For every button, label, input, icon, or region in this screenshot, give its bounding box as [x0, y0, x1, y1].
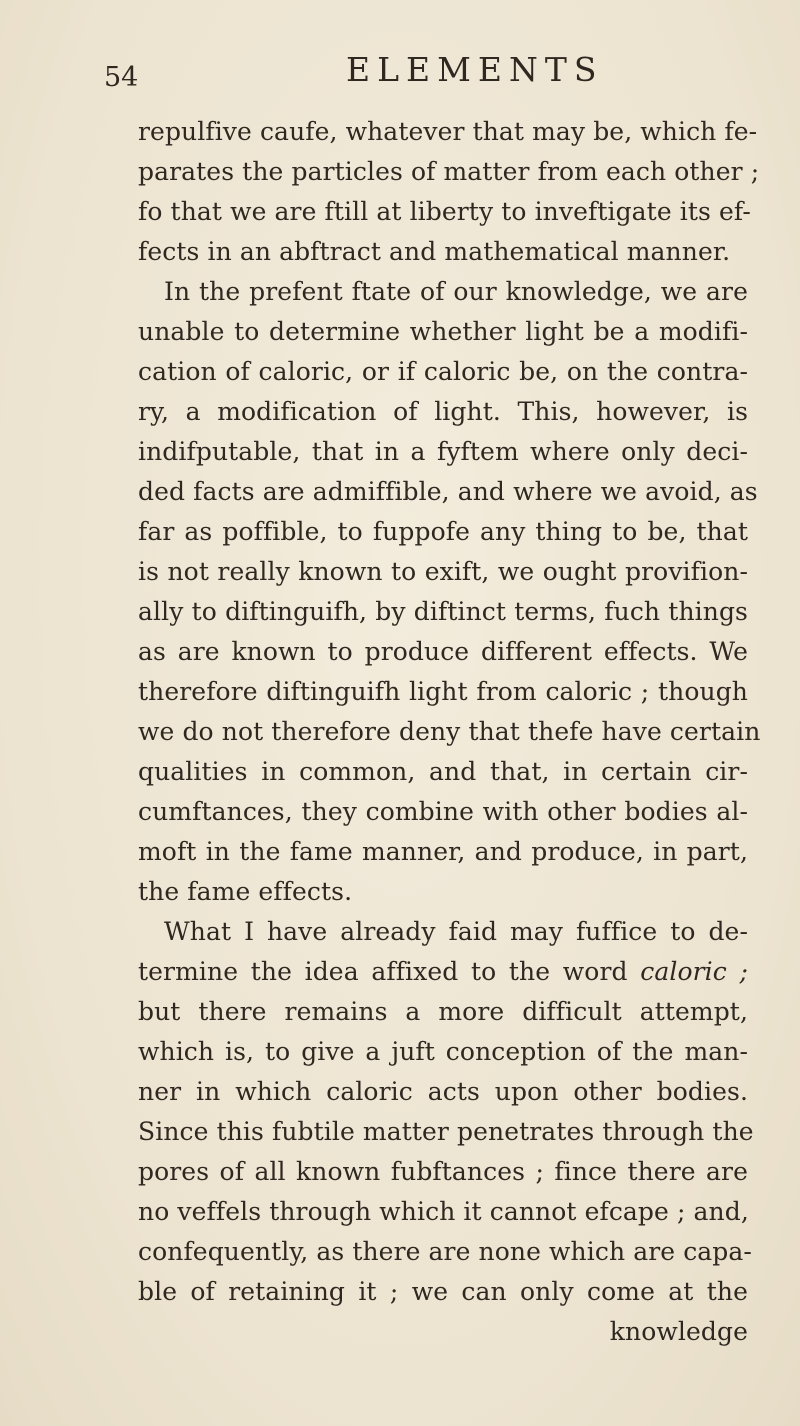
- text-line: ded facts are admiffible, and where we avoid, as: [138, 477, 758, 506]
- text-line: which is, to give a juft conception of the man-: [138, 1037, 748, 1066]
- text-line: cation of caloric, or if caloric be, on the contra-: [138, 357, 748, 386]
- text-line: therefore diftinguifh light from caloric ; though: [138, 677, 748, 706]
- italic-term: caloric ;: [640, 957, 749, 986]
- text-line: parates the particles of matter from each other ;: [138, 157, 760, 186]
- running-head: ELEMENTS: [346, 50, 604, 89]
- paragraph-start-line: What I have already faid may fuffice to de-: [164, 917, 748, 946]
- paragraph-start-line: In the prefent ftate of our knowledge, we are: [164, 277, 748, 306]
- text-line: repulfive caufe, whatever that may be, which fe-: [138, 117, 758, 146]
- text-line: ally to diftinguifh, by diftinct terms, fuch things: [138, 597, 748, 626]
- text-line: the fame effects.: [138, 877, 353, 906]
- text-line: Since this fubtile matter penetrates through the: [138, 1117, 754, 1146]
- text-line: but there remains a more difficult attempt,: [138, 997, 748, 1026]
- text-line: unable to determine whether light be a modifi-: [138, 317, 748, 346]
- catchword: knowledge: [609, 1317, 748, 1346]
- text-line: fects in an abftract and mathematical manner.: [138, 237, 731, 266]
- text-line: ble of retaining it ; we can only come at the: [138, 1277, 748, 1306]
- text-line: moft in the fame manner, and produce, in part,: [138, 837, 748, 866]
- text-line-start: termine the idea affixed to the word: [138, 957, 628, 986]
- text-line: fo that we are ftill at liberty to inveftigate its ef-: [138, 197, 751, 226]
- text-line: confequently, as there are none which are capa-: [138, 1237, 752, 1266]
- text-line: ry, a modification of light. This, however, is: [138, 397, 748, 426]
- text-line: cumftances, they combine with other bodies al-: [138, 797, 748, 826]
- page-number: 54: [104, 62, 139, 93]
- text-line: indifputable, that in a fyftem where only deci-: [138, 437, 748, 466]
- text-line: as are known to produce different effects. We: [138, 637, 748, 666]
- text-line: ner in which caloric acts upon other bodies.: [138, 1077, 748, 1106]
- page-header: [104, 50, 724, 98]
- text-line: we do not therefore deny that thefe have certain: [138, 717, 761, 746]
- text-line: [138, 952, 748, 992]
- text-line: far as poffible, to fuppofe any thing to be, that: [138, 517, 748, 546]
- body-text: [138, 112, 761, 1352]
- text-line: qualities in common, and that, in certain cir-: [138, 757, 748, 786]
- text-line: is not really known to exift, we ought provifion-: [138, 557, 748, 586]
- text-line: no veffels through which it cannot efcape ; and,: [138, 1197, 749, 1226]
- text-line: pores of all known fubftances ; fince there are: [138, 1157, 748, 1186]
